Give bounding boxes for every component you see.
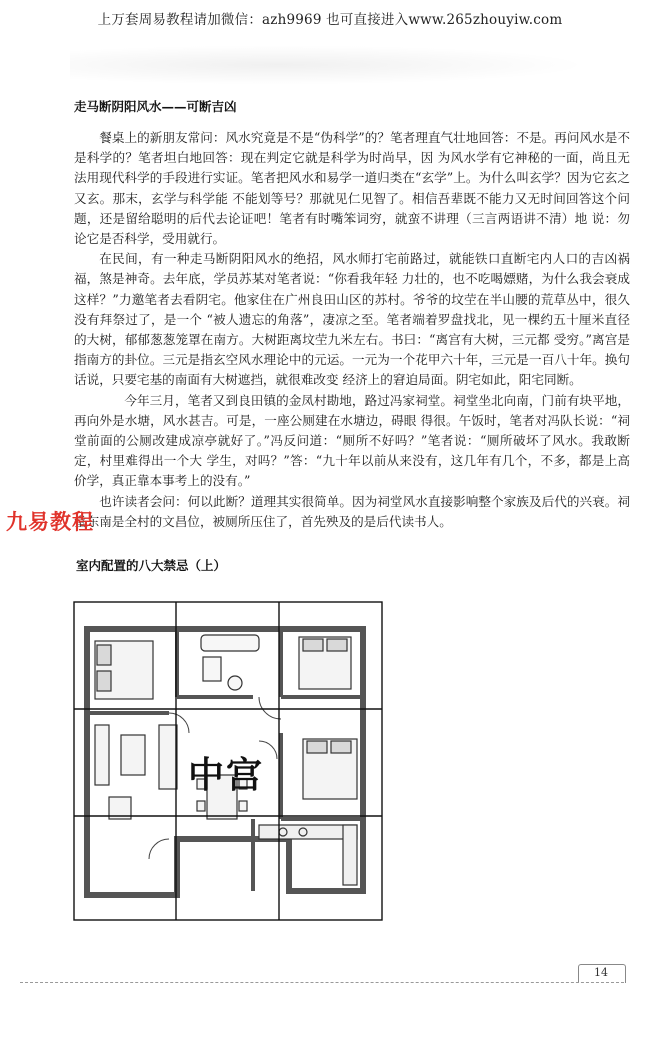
page-number: 14	[594, 966, 608, 979]
kitchen-counter	[259, 825, 357, 885]
paragraph: 在民间，有一种走马断阴阳风水的绝招，风水师打宅前路过，就能铁口直断宅内人口的吉凶祸福，煞是神奇。去年底，学员苏某对笔者说：“你看我年轻 力壮的，也不吃喝嫖赌，为什么我会衰成这样？”力邀笔者去看阴宅。他家住在广州良田山区的苏村。爷爷的坟茔在半山腰的荒草丛中，很久没有拜祭过了，是一个 “被人遗忘的角落”，凄凉之至。笔者端着罗盘找北，见一棵约五十厘米直径的大树，郁郁葱葱笼罩在南方。大树距离坟茔九米左右。书曰：“离宫有大树，三元都 受穷。”离宫是指南方的卦位。三元是指玄空风水理论中的元运。一元为一个花甲六十年，三元是一百八十年。换句话说，只要宅基的南面有大树遮挡，就很难改变 经济上的窘迫局面。阴宅如此，阳宅同断。	[74, 251, 630, 388]
bed-middle-right	[303, 739, 357, 799]
paragraph: 也许读者会问：何以此断？道理其实很简单。因为祠堂风水直接影响整个家族及后代的兴衰。祠堂东南是全村的文昌位，被厕所压住了，首先殃及的是后代读书人。	[74, 493, 630, 529]
article-title: 走马断阴阳风水——可断吉凶	[74, 99, 237, 114]
bed-top-right	[299, 637, 351, 689]
paragraph: 餐桌上的新朋友常问：风水究竟是不是“伪科学”的？笔者理直气壮地回答：不是。再问风水是不是科学的？笔者坦白地回答：现在判定它就是科学为时尚早，因 为风水学有它神秘的一面，尚且无法用现代科学的手段进行实证。笔者把风水和易学一道归类在“玄学”上。为什么叫玄学？因为它玄之又玄。那末，玄学与科学能 不能划等号？那就见仁见智了。相信吾辈既不能力又无时间回答这个问题，还是留给聪明的后代去论证吧！笔者有时嘴笨词穷，就蛮不讲理（三言两语讲不清）地 说：勿论它是否科学，受用就行。	[74, 130, 630, 247]
section-title: 室内配置的八大禁忌（上）	[76, 558, 227, 573]
living-room-furniture	[95, 725, 177, 819]
center-palace-label: 中宫	[188, 755, 265, 796]
brand-watermark: 九易教程	[6, 510, 94, 534]
header-note: 上万套周易教程请加微信：azh9969 也可直接进入www.265zhouyiw.com	[97, 12, 563, 28]
paragraph: 今年三月，笔者又到良田镇的金凤村勘地，路过冯家祠堂。祠堂坐北向南，门前有块平地，再向外是水塘，风水甚吉。可是，一座公厕建在水塘边，碍眼 得很。午饭时，笔者对冯队长说：“祠堂前面的公厕改建成凉亭就好了。”冯反问道：“厕所不好吗？”笔者说：“厕所破坏了风水。我敢断定，村里难得出一个大 学生，对吗？”答：“九十年以前从来没有，这几年有几个，不多，都是上高价学，真正靠本事考上的没有。”	[74, 392, 630, 489]
footer-rule	[20, 982, 624, 983]
article-body	[74, 128, 630, 532]
bed-top-left	[95, 641, 153, 699]
bathroom-fixtures	[201, 635, 259, 690]
scan-smudge	[70, 45, 590, 85]
